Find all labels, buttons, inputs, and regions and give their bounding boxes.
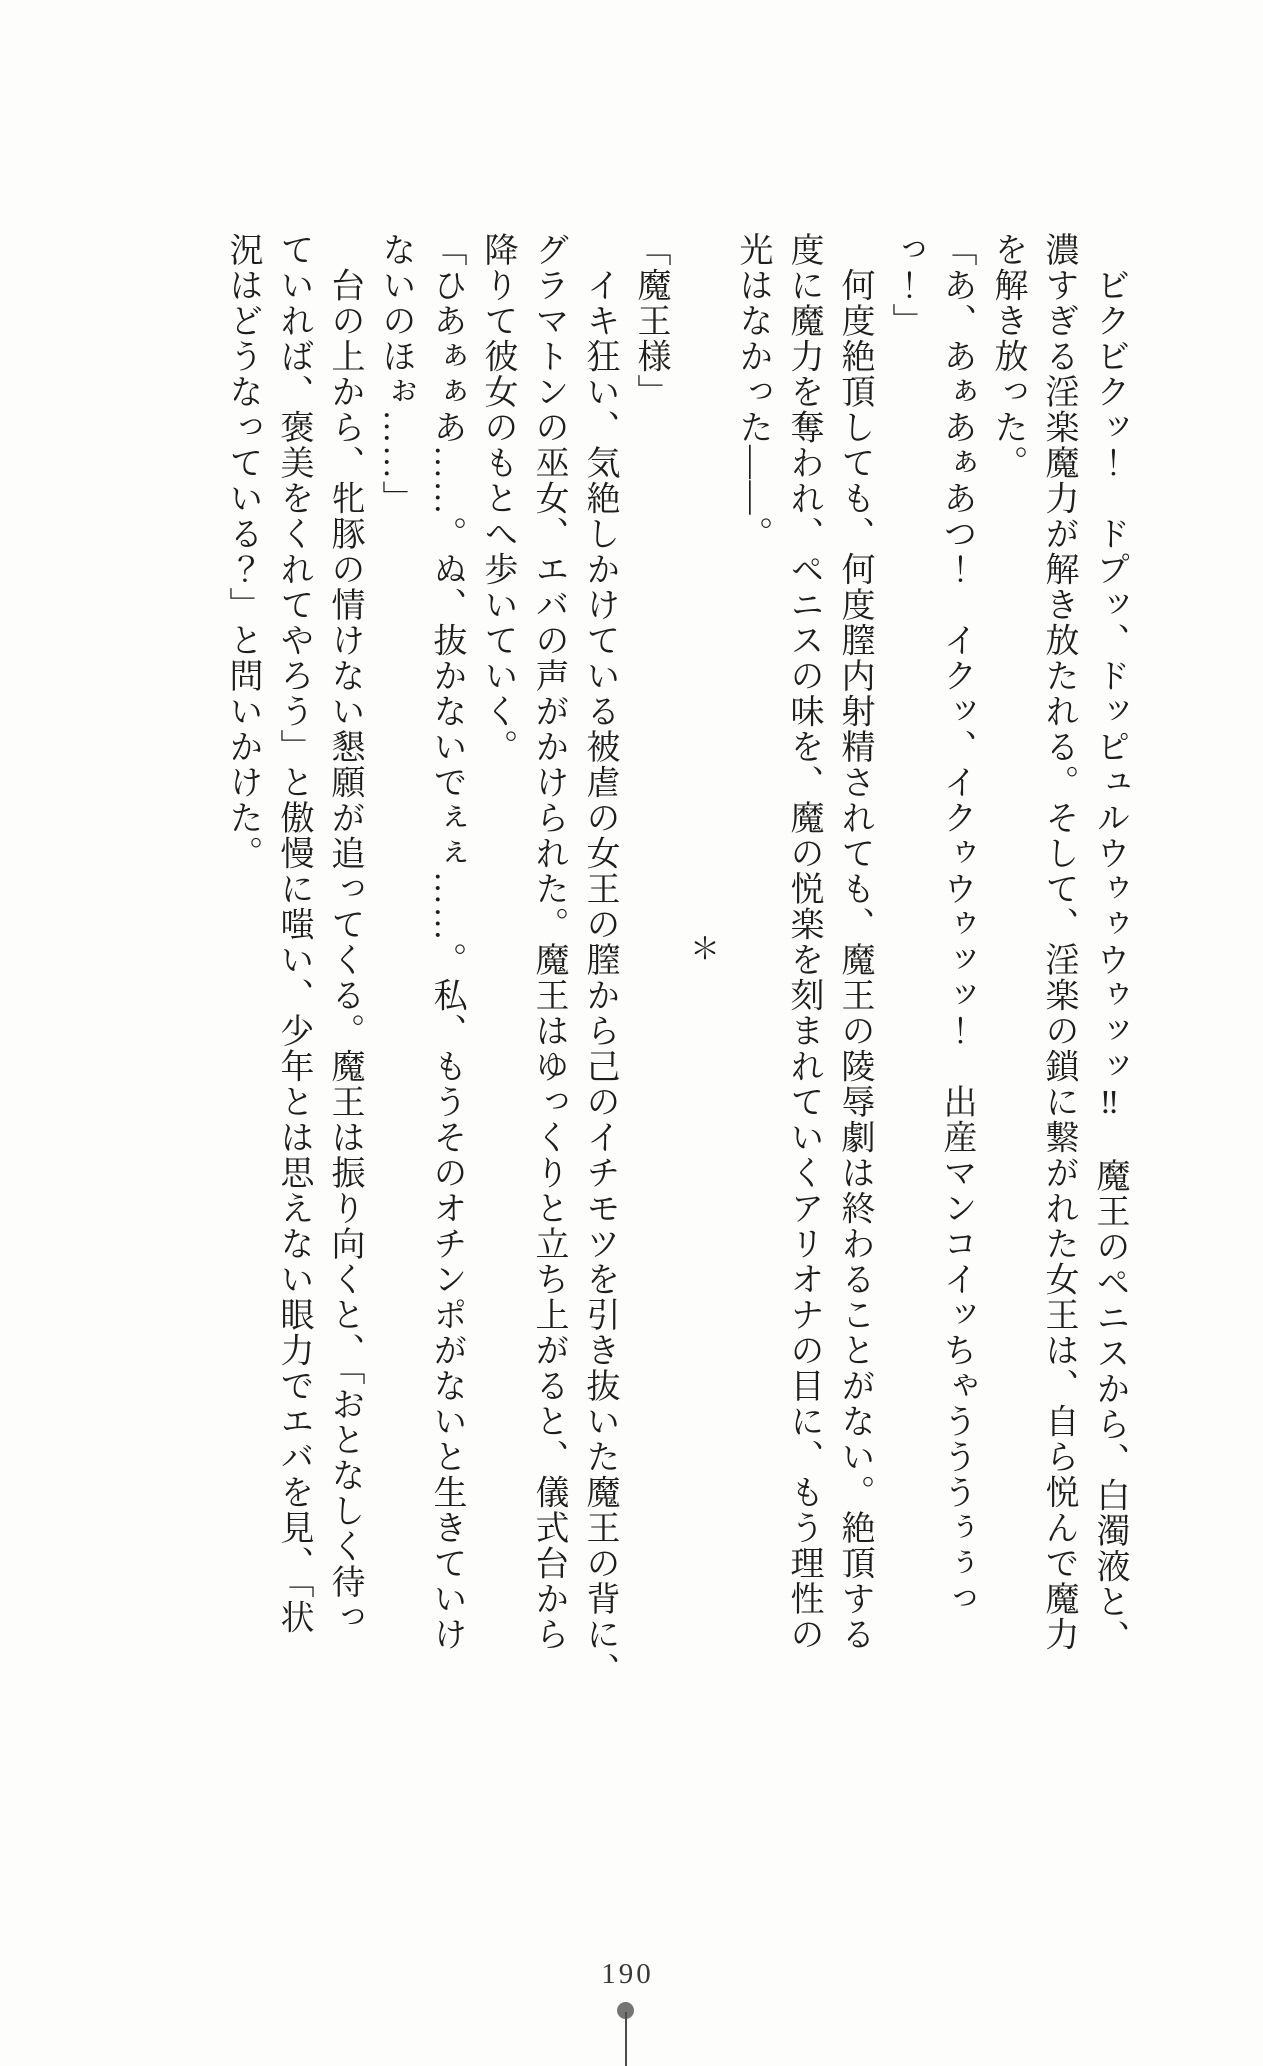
- text-column: 「魔王様」: [632, 232, 669, 410]
- text-column: ビクビクッ！ ドプッ、ドッピュルウゥゥウゥッッ‼ 魔王のペニスから、白濁液と、: [1091, 232, 1128, 1655]
- text-column: 濃すぎる淫楽魔力が解き放たれる。そして、淫楽の鎖に繋がれた女王は、自ら悦んで魔力: [1040, 232, 1077, 1652]
- text-column: 光はなかった――。: [734, 232, 771, 552]
- text-column: イキ狂い、気絶しかけている被虐の女王の膣から己のイチモツを引き抜いた魔王の背に、: [581, 232, 618, 1688]
- text-column: ていれば、褒美をくれてやろう」と傲慢に嗤い、少年とは思えない眼力でエバを見、「状: [275, 232, 312, 1635]
- text-column: 台の上から、牝豚の情けない懇願が追ってくる。魔王は振り向くと、「おとなしく待っ: [326, 232, 363, 1635]
- text-column: 何度絶頂しても、何度膣内射精されても、魔王の陵辱劇は終わることがない。絶頂する: [836, 232, 873, 1652]
- text-block: [217, 232, 1135, 1688]
- text-column: 「あ、あぁあぁあつ！ イクッ、イクゥウゥッッ！ 出産マンコイッちゃうううぅぅっ: [938, 232, 975, 1617]
- vertical-line-mark: [625, 2012, 627, 2066]
- text-column: 「ひあぁぁあ……。ぬ、抜かないでぇぇ……。私、もうそのオチンポがないと生きていけ: [428, 232, 465, 1652]
- text-column: 度に魔力を奪われ、ペニスの味を、魔の悦楽を刻まれていくアリオナの目に、もう理性の: [785, 232, 822, 1652]
- text-column: 降りて彼女のもとへ歩いていく。: [479, 232, 516, 765]
- text-column: を解き放った。: [989, 232, 1026, 481]
- text-column: ないのほぉ……」: [377, 232, 414, 516]
- text-column: 況はどうなっている？」と問いかけた。: [224, 232, 261, 871]
- page-number: 190: [601, 1958, 654, 1990]
- text-column: グラマトンの巫女、エバの声がかけられた。魔王はゆっくりと立ち上がると、儀式台から: [530, 232, 567, 1652]
- section-separator: ＊: [685, 933, 718, 963]
- text-column: っ！」: [887, 232, 924, 339]
